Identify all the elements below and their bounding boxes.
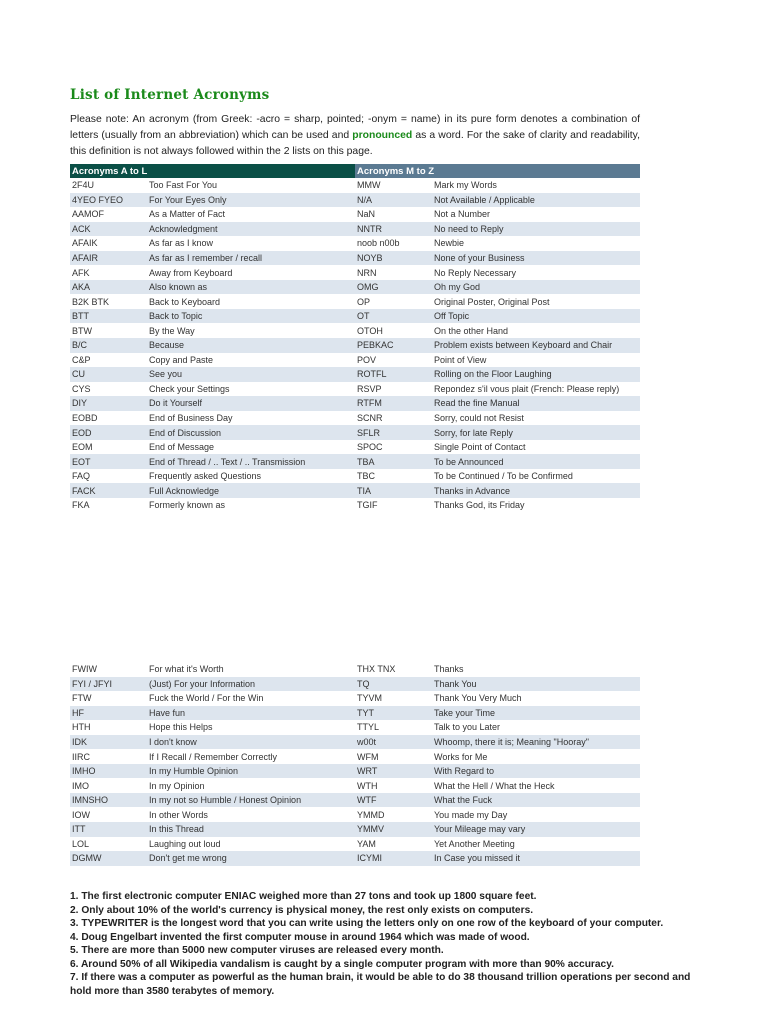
meaning-a-l-cell: By the Way: [149, 325, 195, 336]
meaning-m-z-cell: You made my Day: [434, 809, 508, 820]
meaning-m-z-cell: Newbie: [434, 238, 465, 249]
meaning-a-l-cell: Back to Topic: [147, 309, 355, 324]
acronym-m-z-cell: OTOH: [357, 325, 383, 336]
acronym-m-z-cell: RSVP: [357, 383, 382, 394]
meaning-m-z-cell: Thank You: [432, 677, 640, 692]
meaning-a-l-cell: Hope this Helps: [149, 722, 213, 733]
meaning-m-z-cell: Thanks: [434, 664, 464, 675]
acronym-a-l-cell: BTW: [72, 325, 92, 336]
acronym-m-z-cell: ROTFL: [355, 367, 432, 382]
acronym-a-l-cell: EOM: [72, 442, 93, 453]
acronym-m-z-cell: NOYB: [355, 251, 432, 266]
table-row: [70, 720, 640, 735]
meaning-m-z-cell: What the Hell / What the Heck: [434, 780, 555, 791]
fact-item: 3. TYPEWRITER is the longest word that you can write using the letters only on one row of the keyboard of your computer.: [70, 918, 664, 929]
table-row: [70, 469, 640, 484]
acronym-a-l-cell: FKA: [72, 500, 90, 511]
meaning-a-l-cell: In my Opinion: [149, 780, 205, 791]
table-row: [70, 309, 640, 324]
acronym-a-l-cell: FTW: [72, 693, 92, 704]
meaning-m-z-cell: Oh my God: [432, 280, 640, 295]
meaning-a-l-cell: End of Business Day: [149, 413, 233, 424]
meaning-a-l-cell: Away from Keyboard: [149, 267, 233, 278]
acronym-m-z-cell: YMMD: [357, 809, 385, 820]
meaning-m-z-cell: Mark my Words: [434, 180, 497, 191]
acronym-a-l-cell: HTH: [72, 722, 91, 733]
meaning-m-z-cell: Not a Number: [434, 209, 491, 220]
meaning-m-z-cell: Works for Me: [434, 751, 488, 762]
computer-facts-list: [70, 890, 710, 998]
meaning-a-l-cell: Check your Settings: [149, 383, 230, 394]
acronym-m-z-cell: TBC: [357, 471, 375, 482]
meaning-a-l-cell: Too Fast For You: [149, 180, 218, 191]
table-row: [70, 483, 640, 498]
acronym-m-z-cell: THX TNX: [357, 664, 396, 675]
meaning-a-l-cell: In other Words: [149, 809, 208, 820]
fact-item: 2. Only about 10% of the world's currency is physical money, the rest only exists on computers.: [70, 904, 534, 916]
acronym-m-z-cell: ICYMI: [355, 851, 432, 866]
meaning-a-l-cell: Acknowledgment: [147, 222, 355, 237]
table-row: [70, 265, 640, 280]
acronym-m-z-cell: OMG: [355, 280, 432, 295]
intro-highlight-word: pronounced: [352, 130, 413, 141]
meaning-m-z-cell: Off Topic: [432, 309, 640, 324]
meaning-a-l-cell: As far as I remember / recall: [147, 251, 355, 266]
acronym-a-l-cell: AAMOF: [72, 209, 105, 220]
meaning-a-l-cell: In this Thread: [147, 822, 355, 837]
table-row: [70, 353, 640, 368]
acronym-m-z-cell: POV: [357, 354, 377, 365]
meaning-a-l-cell: As a Matter of Fact: [149, 209, 226, 220]
acronym-m-z-cell: TIA: [355, 483, 432, 498]
acronym-a-l-cell: HF: [70, 706, 147, 721]
meaning-m-z-cell: Thanks in Advance: [432, 483, 640, 498]
acronym-a-l-cell: AFAIK: [72, 238, 98, 249]
meaning-a-l-cell: See you: [147, 367, 355, 382]
table-row: [70, 691, 640, 706]
acronym-m-z-cell: WTF: [355, 793, 432, 808]
acronym-a-l-cell: IMHO: [70, 764, 147, 779]
meaning-m-z-cell: Sorry, could not Resist: [434, 413, 524, 424]
acronym-m-z-cell: TYVM: [357, 693, 383, 704]
meaning-m-z-cell: None of your Business: [432, 251, 640, 266]
table-row: [70, 778, 640, 793]
intro-text-end: as a word. For the sake of clarity and readability, this definition is not always followed within the 2 lists on this page.: [70, 130, 640, 157]
meaning-m-z-cell: Sorry, for late Reply: [432, 425, 640, 440]
acronym-a-l-cell: IIRC: [72, 751, 90, 762]
header-acronyms-a-to-l: Acronyms A to L: [70, 164, 355, 178]
meaning-a-l-cell: For what it's Worth: [149, 664, 224, 675]
intro-text-start: Please note: An acronym (from Greek: -acro = sharp, pointed; -onym = name) in its pure form denotes a combination of letters (usually from an abbreviation) which can be used and: [70, 114, 640, 141]
meaning-a-l-cell: Don't get me wrong: [147, 851, 355, 866]
meaning-m-z-cell: In Case you missed it: [432, 851, 640, 866]
meaning-a-l-cell: Copy and Paste: [149, 354, 214, 365]
table-row: [70, 382, 640, 397]
acronym-a-l-cell: DIY: [70, 396, 147, 411]
acronym-a-l-cell: FWIW: [72, 664, 97, 675]
table-row: [70, 323, 640, 338]
acronym-a-l-cell: FAQ: [72, 471, 91, 482]
acronym-a-l-cell: IMO: [72, 780, 89, 791]
acronym-a-l-cell: EOBD: [72, 413, 98, 424]
meaning-m-z-cell: Point of View: [434, 354, 487, 365]
table-row: [70, 236, 640, 251]
meaning-a-l-cell: Full Acknowledge: [147, 483, 355, 498]
table-row: [70, 677, 640, 692]
table-row: [70, 735, 640, 750]
table-row: [70, 793, 640, 808]
header-acronyms-m-to-z: Acronyms M to Z: [355, 164, 640, 178]
acronym-m-z-cell: TYT: [355, 706, 432, 721]
acronym-a-l-cell: 2F4U: [72, 180, 95, 191]
table-row: [70, 294, 640, 309]
meaning-m-z-cell: Your Mileage may vary: [432, 822, 640, 837]
meaning-m-z-cell: On the other Hand: [434, 325, 509, 336]
acronym-a-l-cell: FYI / JFYI: [70, 677, 147, 692]
acronym-m-z-cell: OP: [357, 296, 371, 307]
acronym-m-z-cell: WTH: [357, 780, 378, 791]
table-header-row: [70, 164, 640, 178]
meaning-a-l-cell: Formerly known as: [149, 500, 226, 511]
meaning-m-z-cell: Thank You Very Much: [434, 693, 522, 704]
meaning-m-z-cell: Thanks God, its Friday: [434, 500, 525, 511]
acronym-m-z-cell: w00t: [355, 735, 432, 750]
fact-item: 1. The first electronic computer ENIAC weighed more than 27 tons and took up 1800 square feet.: [70, 891, 537, 902]
table-row: [70, 440, 640, 455]
table-body-part-2: [70, 662, 640, 866]
acronym-a-l-cell: EOT: [70, 454, 147, 469]
acronyms-table-part-1: [70, 164, 640, 513]
acronym-m-z-cell: YAM: [357, 838, 376, 849]
acronym-m-z-cell: PEBKAC: [355, 338, 432, 353]
meaning-a-l-cell: As far as I know: [149, 238, 214, 249]
acronym-a-l-cell: B2K BTK: [72, 296, 110, 307]
meaning-a-l-cell: In my Humble Opinion: [147, 764, 355, 779]
meaning-a-l-cell: Fuck the World / For the Win: [149, 693, 264, 704]
table-row: [70, 807, 640, 822]
acronym-a-l-cell: B/C: [70, 338, 147, 353]
meaning-a-l-cell: End of Thread / .. Text / .. Transmission: [147, 454, 355, 469]
table-row: [70, 207, 640, 222]
meaning-m-z-cell: To be Announced: [432, 454, 640, 469]
table-row: [70, 498, 640, 513]
meaning-m-z-cell: Original Poster, Original Post: [434, 296, 550, 307]
meaning-a-l-cell: Back to Keyboard: [149, 296, 221, 307]
acronym-m-z-cell: TBA: [355, 454, 432, 469]
fact-item: 5. There are more than 5000 new computer viruses are released every month.: [70, 945, 444, 956]
meaning-a-l-cell: For Your Eyes Only: [147, 193, 355, 208]
table-row: [70, 764, 640, 779]
acronyms-table-part-2: [70, 662, 640, 866]
acronym-a-l-cell: CYS: [72, 383, 91, 394]
meaning-m-z-cell: Whoomp, there it is; Meaning "Hooray": [432, 735, 640, 750]
acronym-a-l-cell: IMNSHO: [70, 793, 147, 808]
meaning-m-z-cell: No Reply Necessary: [434, 267, 517, 278]
acronym-m-z-cell: N/A: [355, 193, 432, 208]
table-body-part-1: [70, 178, 640, 513]
table-row: [70, 837, 640, 852]
acronym-m-z-cell: OT: [355, 309, 432, 324]
meaning-m-z-cell: Rolling on the Floor Laughing: [432, 367, 640, 382]
table-row: [70, 454, 640, 469]
table-row: [70, 338, 640, 353]
meaning-m-z-cell: To be Continued / To be Confirmed: [434, 471, 573, 482]
acronym-m-z-cell: noob n00b: [357, 238, 400, 249]
acronym-m-z-cell: SFLR: [355, 425, 432, 440]
meaning-m-z-cell: Problem exists between Keyboard and Chair: [432, 338, 640, 353]
meaning-m-z-cell: No need to Reply: [432, 222, 640, 237]
table-row: [70, 411, 640, 426]
acronym-m-z-cell: NNTR: [355, 222, 432, 237]
meaning-m-z-cell: Talk to you Later: [434, 722, 501, 733]
acronym-m-z-cell: NaN: [357, 209, 376, 220]
meaning-a-l-cell: Have fun: [147, 706, 355, 721]
acronym-a-l-cell: CU: [70, 367, 147, 382]
acronym-a-l-cell: EOD: [70, 425, 147, 440]
meaning-m-z-cell: Repondez s'il vous plait (French: Please reply): [434, 383, 620, 394]
acronym-m-z-cell: RTFM: [355, 396, 432, 411]
fact-item: 7. If there was a computer as powerful as the human brain, it would be able to do 38 thousand trillion operations per second and hold more than 3580 terabytes of memory.: [70, 972, 691, 997]
meaning-a-l-cell: Because: [147, 338, 355, 353]
meaning-a-l-cell: Frequently asked Questions: [149, 471, 262, 482]
fact-item: 4. Doug Engelbart invented the first computer mouse in around 1964 which was made of wood.: [70, 931, 530, 943]
table-row: [70, 822, 640, 837]
meaning-a-l-cell: Do it Yourself: [147, 396, 355, 411]
acronym-a-l-cell: C&P: [72, 354, 91, 365]
table-row: [70, 222, 640, 237]
acronym-a-l-cell: DGMW: [70, 851, 147, 866]
table-row: [70, 662, 640, 677]
meaning-a-l-cell: In my not so Humble / Honest Opinion: [147, 793, 355, 808]
meaning-m-z-cell: What the Fuck: [432, 793, 640, 808]
acronym-a-l-cell: IDK: [70, 735, 147, 750]
meaning-a-l-cell: End of Message: [149, 442, 215, 453]
acronym-a-l-cell: ITT: [70, 822, 147, 837]
acronym-a-l-cell: LOL: [72, 838, 90, 849]
table-row: [70, 396, 640, 411]
meaning-m-z-cell: Take your Time: [432, 706, 640, 721]
meaning-m-z-cell: Yet Another Meeting: [434, 838, 515, 849]
table-row: [70, 706, 640, 721]
acronym-m-z-cell: YMMV: [355, 822, 432, 837]
acronym-m-z-cell: MMW: [357, 180, 381, 191]
meaning-m-z-cell: Single Point of Contact: [434, 442, 526, 453]
table-row: [70, 749, 640, 764]
table-row: [70, 367, 640, 382]
acronym-m-z-cell: TGIF: [357, 500, 378, 511]
acronym-m-z-cell: SPOC: [357, 442, 383, 453]
acronym-a-l-cell: AFK: [72, 267, 90, 278]
meaning-a-l-cell: Laughing out loud: [149, 838, 221, 849]
acronym-a-l-cell: FACK: [70, 483, 147, 498]
table-row: [70, 851, 640, 866]
acronym-m-z-cell: SCNR: [357, 413, 383, 424]
meaning-m-z-cell: Not Available / Applicable: [432, 193, 640, 208]
table-row: [70, 280, 640, 295]
acronym-m-z-cell: TTYL: [357, 722, 380, 733]
acronym-a-l-cell: AFAIR: [70, 251, 147, 266]
acronym-m-z-cell: TQ: [355, 677, 432, 692]
fact-item: 6. Around 50% of all Wikipedia vandalism is caught by a single computer program with more than 90% accuracy.: [70, 958, 614, 970]
meaning-m-z-cell: With Regard to: [432, 764, 640, 779]
meaning-a-l-cell: Also known as: [147, 280, 355, 295]
intro-paragraph: [70, 112, 640, 160]
acronym-m-z-cell: NRN: [357, 267, 377, 278]
meaning-m-z-cell: Read the fine Manual: [432, 396, 640, 411]
acronym-a-l-cell: ACK: [70, 222, 147, 237]
acronym-m-z-cell: WRT: [355, 764, 432, 779]
acronym-m-z-cell: WFM: [357, 751, 379, 762]
table-row: [70, 193, 640, 208]
meaning-a-l-cell: End of Discussion: [147, 425, 355, 440]
meaning-a-l-cell: If I Recall / Remember Correctly: [149, 751, 278, 762]
acronym-a-l-cell: IOW: [72, 809, 90, 820]
table-row: [70, 178, 640, 193]
acronym-a-l-cell: AKA: [70, 280, 147, 295]
table-row: [70, 425, 640, 440]
page-title: List of Internet Acronyms: [70, 87, 270, 103]
acronym-a-l-cell: 4YEO FYEO: [70, 193, 147, 208]
acronym-a-l-cell: BTT: [70, 309, 147, 324]
table-row: [70, 251, 640, 266]
meaning-a-l-cell: I don't know: [147, 735, 355, 750]
meaning-a-l-cell: (Just) For your Information: [147, 677, 355, 692]
